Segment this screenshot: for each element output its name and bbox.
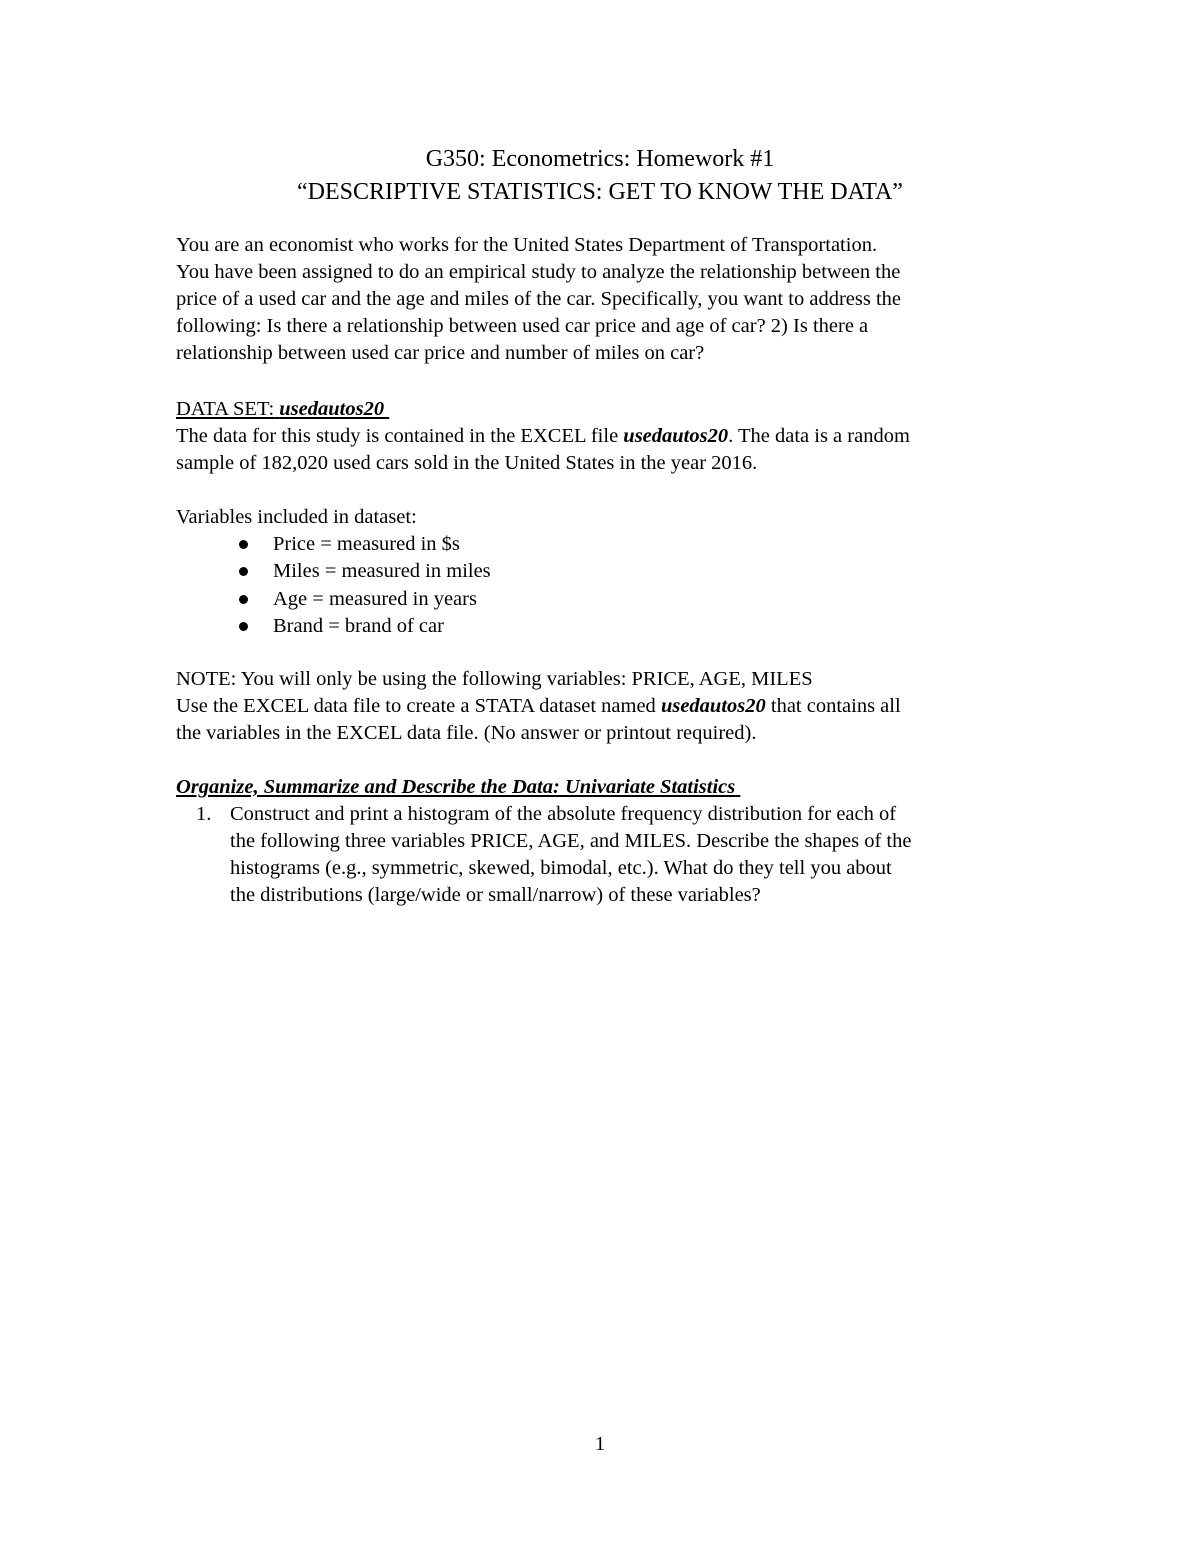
variables-list — [176, 531, 1036, 640]
dataset-line — [176, 423, 1036, 450]
dataset-line-text: . The data is a random — [728, 425, 910, 447]
variables-intro: Variables included in dataset: — [176, 506, 417, 528]
page-number: 1 — [594, 1433, 606, 1455]
question-list — [176, 801, 1076, 909]
list-item — [176, 586, 1036, 613]
bullet-icon — [239, 622, 248, 631]
note-line: the variables in the EXCEL data file. (No answer or printout required). — [176, 722, 757, 744]
list-item-text: Price = measured in $s — [273, 533, 460, 555]
list-item-text: Brand = brand of car — [273, 614, 444, 637]
section-heading-label: Organize, Summarize and Describe the Data: Univariate Statistics — [176, 776, 736, 798]
intro-line: following: Is there a relationship between used car price and age of car? 2) Is there a — [176, 315, 869, 337]
bullet-icon — [239, 595, 248, 604]
note-line — [176, 693, 1036, 720]
list-item-text: Miles = measured in miles — [273, 560, 491, 583]
question-number: 1. — [196, 803, 212, 825]
dataset-file-name: usedautos20 — [623, 425, 729, 447]
dataset-heading-name: usedautos20 — [279, 398, 385, 420]
question-line: the distributions (large/wide or small/narrow) of these variables? — [230, 884, 761, 906]
question-line: the following three variables PRICE, AGE, and MILES. Describe the shapes of the — [230, 830, 912, 852]
note-line-text: that contains all — [765, 695, 901, 717]
list-item — [176, 531, 1036, 558]
question-line: Construct and print a histogram of the absolute frequency distribution for each of — [230, 803, 897, 825]
section-heading-text — [176, 774, 1036, 801]
bullet-icon — [239, 567, 248, 576]
dataset-section — [176, 396, 1036, 477]
page-title: G350: Econometrics: Homework #1 — [425, 146, 775, 172]
list-item-text: Age = measured in years — [273, 587, 477, 610]
intro-line: relationship between used car price and number of miles on car? — [176, 342, 705, 364]
intro-line: price of a used car and the age and miles of the car. Specifically, you want to address the — [176, 288, 902, 310]
page-subtitle: “DESCRIPTIVE STATISTICS: GET TO KNOW THE DATA” — [297, 179, 903, 205]
note-line: NOTE: You will only be using the following variables: PRICE, AGE, MILES — [176, 668, 813, 690]
section-heading — [176, 774, 1036, 801]
dataset-heading — [176, 396, 1036, 423]
list-item — [176, 558, 1036, 585]
note-line-text: Use the EXCEL data file to create a STATA dataset named — [176, 695, 661, 717]
intro-line: You have been assigned to do an empirical study to analyze the relationship between the — [176, 261, 901, 283]
intro-line: You are an economist who works for the United States Department of Transportation. — [176, 234, 878, 256]
dataset-heading-label: DATA SET: — [176, 398, 275, 420]
dataset-line-text: The data for this study is contained in the EXCEL file — [176, 425, 624, 447]
dataset-line: sample of 182,020 used cars sold in the United States in the year 2016. — [176, 452, 758, 474]
question-line: histograms (e.g., symmetric, skewed, bimodal, etc.). What do they tell you about — [230, 857, 892, 879]
list-item — [176, 613, 1036, 640]
question-item — [176, 801, 1076, 909]
note-dataset-name: usedautos20 — [660, 695, 766, 717]
note-section — [176, 666, 1036, 747]
bullet-icon — [239, 540, 248, 549]
intro-paragraph — [176, 232, 1036, 367]
